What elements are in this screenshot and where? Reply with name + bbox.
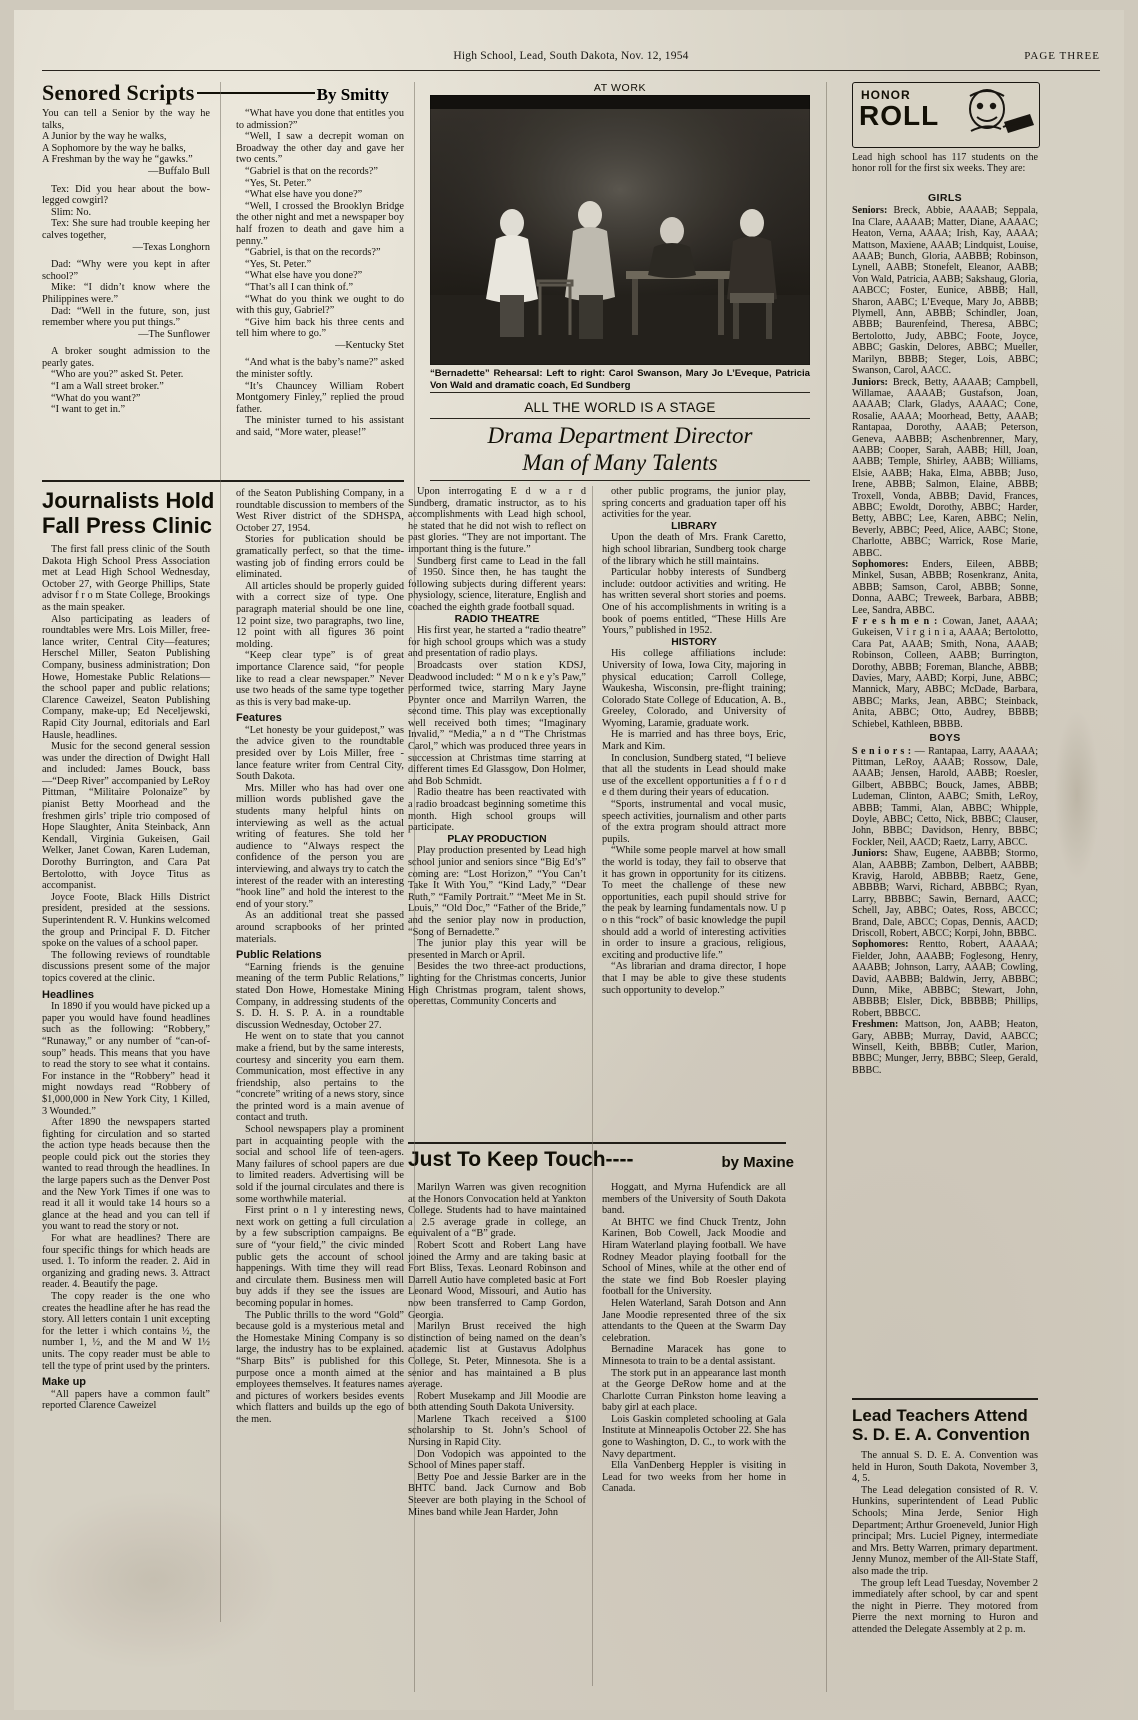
headlines-subhead: Headlines (42, 988, 94, 1001)
boys-seniors-list: — Rantapaa, Larry, AAAAA; Pittman, LeRoy, AAAB; Rossow, Dale, AAAB; Jensen, Harold, AABB; Roesler, Gilbert, ABBBC; Bouck, James, ABBB; Ludeman, Clinton, AABC; Smith, LeRoy, ABBB; Tammi, Alan, ABBC; Whipple, Doyle, ABBC; Cetto, Nick, BBBC; Clauser, John, BBBC; Davidson, Henry, BBBC; Fockler, Neil, AACD; Raetz, Larry, ABCC. (852, 745, 1039, 848)
teachers-title (852, 1406, 1052, 1444)
radio-theatre-head: RADIO THEATRE (454, 613, 540, 625)
student-cartoon-icon (957, 87, 1035, 143)
teachers-title-line2: S. D. E. A. Convention (852, 1425, 1030, 1444)
journalists-col2: of the Seaton Publishing Company, in a roundtable discussion to members of the West River district of the SDHSPA, October 27, 1954. Stories for publication should be gramatically perfect, so that the time-wasting job of finding errors could be eliminated. All articles should be properly guided with a correct size of type. One paragraph material should be one line, 12 point size, two paragraphs, two line, 12 point with all figures 36 point molding. “Keep clear type” is of great importance Clarence said, “for people like to read a clear newspaper.” Never use two heads of the same type together as this is very bad make-up. Features “Let honesty be your guidepost,” was the advice given to the roundtable presided over by Lois Miller, free - lance feature writer from Central City, South Dakota. Mrs. Miller who has had over one million words published gave the students many helpful hints on interviewing as well as the actual writing of features. She told her audience to “Always respect the confidence of the person you are interviewing, and always try to catch the interest of the reader with an interesting “hook line” and hold the interest to the end of your story.” As an additional treat she passed around scrapbooks of her printed materials. Public Relations “Earning friends is the genuine meaning of the term Public Relations,” stated Don Howe, Homestake Mining Company, in addressing students of the S. D. H. S. P. A. in a roundtable discussion Wednesday, October 27. He went on to state that you cannot make a friend, but by the same interests, courtesy and sincerity you earn them. Communication, most effective in any friendship, also pertains to the “concrete” writing of a news story, since the printed word is a main avenue of contact and truth. School newspapers play a prominent part in acquainting people with the social and school life of teen-agers. Many failures of school papers are due to limited readers. Advertising will be sold if the journal circulates and there is some worthwhile material. First print o n l y interesting news, next work on getting a full circulation by a few subscription campaigns. Be sure of “your field,” the civic minded public gets the account of school happenings. With time they will read and circulate them. Business men will buy adds if they see the issues are becoming popular in homes. The Public thrills to the word “Gold” because gold is a mysterious metal and the Homestake Mining Company is so large, the industry has to be explained. “Sharp Bits” is published for this purpose once a month aimed at the employees themselves. It features names and pictures of workers besides events which flatters and builds up the ego of the men. (236, 488, 404, 1425)
drama-col1: Upon interrogating E d w a r d Sundberg, dramatic instructor, as to his accomplishments with Lead high school, he stated that he did not wish to reflect on past glories. “They are not important. The important thing is the future.” Sundberg first came to Lead in the fall of 1950. Since then, he has taught the following subjects during different years: physiology, science, literature, English and coached the eighth grade football squad. RADIO THEATRE His first year, he started a “radio theatre” for high school groups which was a study and presentation of radio plays. Broadcasts over station KDSJ, Deadwood included: “ M o n k e y’s Paw,” performed twice, starring Mary Jayne Poynter once and Marrilyn Warren, the second time. This play was exceptionally well received both times; “Imaginary Invalid,” “Media,” a n d “The Christmas Carol,” which was produced three years in succession at Christmas time starring at different times Ed Glassgow, Don Holmer, and Bob Schmidt. Radio theatre has been reactivated with a radio broadcast beginning sometime this month. High school groups will participate. PLAY PRODUCTION Play production presented by Lead high school junior and seniors since “Big Ed’s” coming are: “Lost Horizon,” “You Can’t Take It With You,” “Kind Lady,” “Dear Ruth,” “Family Portrait.” “Meet Me in St. Louis,” “Old Doc,” “Father of the Bride,” and the senior play now in production, “Song of Bernadette.” The junior play this year will be presented in March or April. Besides the two three-act productions, lighting for the Christmas concerts, Junior High Christmas program, talent shows, operettas, Community Concerts and (408, 486, 586, 1008)
photo-kicker: AT WORK (593, 82, 647, 94)
title-dash (197, 92, 315, 94)
drama-title (430, 422, 810, 476)
drama-rule-top (430, 392, 810, 393)
column-rule-2 (414, 82, 415, 1692)
column-rule-4 (826, 82, 827, 1692)
boys-juniors-list: Shaw, Eugene, AABBB; Stormo, Alan, AABBB; Zambon, Delbert, AABBB; Kravig, Harold, ABBBB; Raetz, Gene, ABBBB; Warvi, Richard, ABBBC; Ryan, Larry, BBBBC; Sawin, Bernard, AACC; Schell, Jay, ABBC; Oates, Ross, ABCCC; Brand, Dale, ABCC; Copas, Dennis, AACD; Driscoll, Robert, ABCC; Korpi, John, BBBC. (852, 848, 1038, 939)
maxine-rule (408, 1142, 786, 1144)
maxine-col1: Marilyn Warren was given recognition at the Honors Convocation held at Yankton College. Students had to have maintained a 2.5 average grade in college, an equivalent of a “B” grade. Robert Scott and Robert Lang have joined the Army and are taking basic at Fort Bliss, Texas. Leonard Robinson and Darrell Autio have completed basic at Fort Leonard Wood, Missouri, and Autio has now been transferred to Camp Gordon, Georgia. Marilyn Brust received the high distinction of being named on the dean’s academic list at Gustavus Adolphus College, St. Peter, Minnesota. She is a senior and has maintained a B plus average. Robert Musekamp and Jill Moodie are both attending South Dakota University. Marlene Tkach received a $100 scholarship to St. John’s School of Nursing in Rapid City. Don Vodopich was appointed to the School of Mines paper staff. Betty Poe and Jessie Barker are in the BHTC band. Jack Curnow and Bob Steever are both playing in the School of Mines band while Jean Harder, John (408, 1182, 586, 1518)
girls-freshmen-label: F r e s h m e n : (852, 616, 938, 628)
masthead-rule (42, 70, 1100, 71)
girls-seniors-list: Breck, Abbie, AAAAB; Seppala, Ina Clare, AAAAB; Matter, Diane, AAAAC; Heaton, Verna, AAAA; Irish, Kay, AAAA; Mattson, Maxiene, AAAB; Lindquist, Louise, AAAB; Bunch, Gloria, AABBB; Robinson, Lynell, AABB; Stonefelt, Eleanor, AABB; Von Wald, Patricia, AABB; Sakshaug, Gloria, AABCC; Foster, Eunice, ABBB; Hall, Sharon, AABC; L’Eveque, Mary Jo, ABBB; Plymell, Ann, ABBB; Schindler, Joan, ABBB; Baurenfeind, Theresa, ABBC; Bertolotto, Judy, ABBC; Foote, Joyce, ABBC; Gaskin, Delores, ABBC; Mueller, Marilyn, BBBB; Steger, Lois, ABBC; Swanson, Carol, AACC. (852, 205, 1038, 377)
boys-head: BOYS (929, 732, 961, 745)
maxine-col2: Hoggatt, and Myrna Hufendick are all members of the University of South Dakota band. At BHTC we find Chuck Trentz, John Karinen, Bob Cowell, Jack Moodie and Hiram Waterland playing football. We have Rodney Meador playing football for the School of Mines, while at the other end of the state we find Bob Roesler playing football for the University. Helen Waterland, Sarah Dotson and Ann Jane Moodie represented three of the six attendants to the Queen at the Swarm Day celebration. Bernadine Maracek has gone to Minnesota to train to be a dental assistant. The stork put in an appearance last month at the George DeRow home and at the Charlotte Curran Pinkston home leaving a baby girl at each place. Lois Gaskin completed schooling at Gala Institute at Minneapolis October 22. She has gone to Washington, D. C., to work with the Navy department. Ella VanDenberg Heppler is visiting in Lead for two weeks from her home in Canada. (602, 1182, 786, 1495)
history-head: HISTORY (671, 636, 717, 648)
journalists-title (42, 488, 242, 538)
features-subhead: Features (236, 712, 282, 725)
boys-seniors-label: S e n i o r s : (852, 745, 912, 757)
drama-kicker: ALL THE WORLD IS A STAGE (524, 400, 716, 415)
boys-freshmen-list: Mattson, Jon, AABB; Heaton, Gary, ABBB; Murray, David, AABCC; Winsell, Keith, BBBB; Cutler, Marion, BBBC; Munger, Jerry, BBBC; Sleep, Gerald, BBBC. (852, 1019, 1039, 1076)
honor-roll-intro (852, 152, 1038, 175)
honor-roll-word-roll: ROLL (859, 100, 940, 131)
girls-juniors-label: Juniors: (852, 376, 888, 388)
teachers-title-line1: Lead Teachers Attend (852, 1406, 1028, 1425)
girls-sophomores-label: Sophomores: (852, 559, 909, 570)
makeup-subhead: Make up (42, 1376, 87, 1389)
honor-roll-girls (852, 190, 1038, 1076)
boys-freshmen-label: Freshmen: (852, 1019, 899, 1031)
journalists-rule (42, 480, 404, 482)
column-rule-1 (220, 82, 221, 1622)
boys-sophomores-label: Sophomores: (852, 939, 909, 951)
girls-freshmen-list: Cowan, Janet, AAAA; Gukeisen, V i r g i n i a, AAAA; Bertolotto, Cara Pat, AAAB; Smith, Nona, AAAB; Robinson, Colleen, AABB; Burrington, Dorothy, ABBB; Foreman, Blanche, ABBB; Davies, Mary, AABD; Korpi, June, ABBC; Mannick, Mary, ABBC; McDade, Barbara, ABBC; Marks, Jean, ABBC; Steinback, Anita, ABBC; Otto, Audrey, BBBB; Schiebel, Kathleen, BBBB. (852, 616, 1038, 730)
drama-title-line2: Man of Many Talents (522, 450, 718, 475)
paper-stain-2 (24, 1490, 284, 1670)
senored-scripts-byline: By Smitty (316, 85, 389, 104)
honor-roll-banner (852, 82, 1040, 148)
drama-rule-bottom (430, 480, 810, 481)
drama-title-line1: Drama Department Director (487, 423, 753, 448)
girls-juniors-list: Breck, Betty, AAAAB; Campbell, Willamae, AAAAB; Gustafson, Joan, AAAAB; Clark, Gladys, AAAAC; Cone, Rosalie, AAAA; Moorhead, Betty, AAAB; Rantapaa, Dorothy, AAAB; Peterson, Geneva, AABBB; Aschenbrenner, Mary, AABB; Cooper, Sarah, AABB; Hill, Joan, AABB; Temple, Shirley, AABB; Williams, Elsie, AABB; Haka, Elma, ABBB; Juso, Irene, ABBB; Salmon, Elaine, ABBB; Troxell, Vonda, ABBB; David, Frances, ABBC; Ewoldt, Dorothy, ABBC; Harder, Betty, ABBC; Lee, Karen, ABBC; Nelin, Beverly, ABBC; Peed, Alice, AABC; Stone, Charlotte, ABBC; Warrick, Rose Marie, ABBC. (852, 376, 1038, 559)
page-number: PAGE THREE (1024, 50, 1100, 62)
senored-col1: You can tell a Senior by the way he talks, A Junior by the way he walks, A Sophomore by the way he balks, A Freshman by the way he “gawks.” —Buffalo Bull Tex: Did you hear about the bow-legged cowgirl? Slim: No. Tex: She sure had trouble keeping her calves together, —Texas Longhorn Dad: “Why were you kept in after school?” Mike: “I didn’t know where the Philippines were.” Dad: “Well in the future, son, just remember where you put things.” —The Sunflower A broker sought admission to the pearly gates. “Who are you?” asked St. Peter. “I am a Wall street broker.” “What do you want?” “I want to get in.” (42, 108, 210, 416)
boys-sophomores-list: Rentto, Robert, AAAAA; Fielder, John, AAABB; Foglesong, Henry, AAABB; Johnson, Larry, AAAB; Cowling, David, AABBB; Baldwin, Jerry, ABBBC; Dunn, Mike, ABBBC; Stewart, John, ABBBB; Elsler, Dick, BBBBB; Phillips, Robert, BBBCC. (852, 939, 1038, 1019)
play-production-head: PLAY PRODUCTION (447, 833, 547, 845)
journalists-title-line2: Fall Press Clinic (42, 513, 212, 538)
column-rule-3 (592, 486, 593, 1686)
honor-roll-word-honor: HONOR (861, 88, 911, 102)
maxine-byline: by Maxine (721, 1154, 794, 1171)
drama-rule-mid (430, 418, 810, 419)
rehearsal-photo (430, 95, 810, 365)
library-head: LIBRARY (671, 520, 717, 532)
maxine-title: Just To Keep Touch---- (408, 1148, 634, 1171)
senored-col2: “What have you done that entitles you to admission?” “Well, I saw a decrepit woman on Broadway the other day and gave her two cents.” “Gabriel is that on the records?” “Yes, St. Peter.” “What else have you done?” “Well, I crossed the Brooklyn Bridge the other night and met a newspaper boy half frozen to death and gave him a penny.” “Gabriel, is that on the records?” “Yes, St. Peter.” “What else have you done?” “That’s all I can think of.” “What do you think we ought to do with this guy, Gabriel?” “Give him back his three cents and tell him where to go.” —Kentucky Stet “And what is the baby’s name?” asked the minister softly. “It’s Chauncey William Robert Montgomery Finley,” replied the proud father. The minister turned to his assistant and said, “More water, please!” (236, 108, 404, 439)
journalists-title-line1: Journalists Hold (42, 488, 215, 513)
senored-scripts-title: Senored Scripts (42, 80, 195, 105)
girls-sophomores-list: Enders, Eileen, ABBB; Minkel, Susan, ABBB; Rosenkranz, Anita, ABBB; Samson, Carol, ABBB; Sonne, Donna, AABC; Treweek, Barbara, ABBB; Lee, Sandra, ABBC. (852, 559, 1039, 616)
teachers-body: The annual S. D. E. A. Convention was held in Huron, South Dakota, November 3, 4, 5. The Lead delegation consisted of R. V. Hunkins, superintendent of Lead Public Schools; Mina Jerde, Senior High Department; Arthur Groeneveld, Junior High principal; Mrs. Luciel Pigney, intermediate and Mrs. Betty Warren, primary department. Jenny Munoz, member of the All-State Staff, also made the trip. The group left Lead Tuesday, November 2 immediately after school, by car and spent the night in Pierre. They motored from Pierre the next morning to Huron and attended the Delegate Assembly at 2 p. m. (852, 1450, 1038, 1635)
senored-scripts-header (42, 80, 402, 106)
newsprint-sheet (14, 10, 1124, 1710)
drama-col2: other public programs, the junior play, spring concerts and graduation taper off his activities for the year. LIBRARY Upon the death of Mrs. Frank Caretto, high school librarian, Sundberg took charge of the library which he still maintains. Particular hobby interests of Sundberg include: outdoor activities and writing. He has written several short stories and poems. One of his accomplishments in writing is a book of poems entitled, “These Hills Are Yours,” published in 1952. HISTORY His college affiliations include: University of Iowa, Iowa City, majoring in physical education; Carroll College, Waukesha, Wisconsin, pre-flight training; Colorado State College of Education, A. B., Greeley, Colorado, and University of Wyoming, Laramie, graduate work. He is married and has three boys, Eric, Mark and Kim. In conclusion, Sundberg stated, “I believe that all the students in Lead should make use of the excellent opportunities a f f o r d e d them during their years of education. “Sports, instrumental and vocal music, speech activities, journalism and other parts of the extra program should attract more pupils. “While some people marvel at how small the world is today, they fail to observe that it has grown in opportunity for its citizens. To meet the challenge of these new opportunities, each pupil should strive for the peak by learning fundamentals now. U p o n this “rock” of basic knowledge the pupil should add a world of interesting activities in order to insure a gracious, religious, exciting and productive life.” “As librarian and drama director, I hope that I may be able to give these students such opportunity to develop.” (602, 486, 786, 996)
girls-head: GIRLS (927, 192, 963, 204)
masthead (42, 50, 1100, 62)
boys-juniors-label: Juniors: (852, 848, 888, 860)
paper-stain-1 (1054, 710, 1100, 880)
photo-caption: “Bernadette” Rehearsal: Left to right: Carol Swanson, Mary Jo L’Eveque, Patricia Von Wald and dramatic coach, Ed Sundberg (430, 368, 810, 391)
teachers-rule (852, 1398, 1038, 1400)
masthead-center: High School, Lead, South Dakota, Nov. 12, 1954 (453, 50, 689, 62)
honor-roll-intro-text: Lead high school has 117 students on the honor roll for the first six weeks. They are: (852, 152, 1038, 175)
journalists-col1: The first fall press clinic of the South Dakota High School Press Association met at Lead High School Wednesday, October 27, with George Phillips, State advisor f r o m State College, Brookings as the main speaker. Also participating as leaders of roundtables were Mrs. Lois Miller, free-lance writer, Central City—features; Herschel Miller, Seaton Publishing Company, business administration; Don Howe, Homestake Public Relations—the school paper and public relations; Clarence Caweizel, Seaton Publishing Company, make-up; Ed Neceljewski, Rapid City Journal, editorials and Earl Hausle, headlines. Music for the second general session was under the direction of Dwight Hall and included: James Bouck, bass—“Deep River” accompanied by LeRoy Pittman, “Militaire Polonaize” by pianist Betty Moorhead and the freshmen girls’ triple trio composed of Hope Slaughter, Anita Steinback, Ann Kendall, Virginia Gukeisen, Gail Welker, Janet Cowan, Karen Ludeman, Dorothy Burrington, and Cara Pat Bertolotto, with Joyce Titus as accompanist. Joyce Foote, Black Hills District president, presided at the sessions. Superintendent R. V. Hunkins welcomed the group and Principal F. D. Fitcher spoke on the values of a school paper. The following reviews of roundtable discussions present some of the major topics covered at the clinic. Headlines In 1890 if you would have picked up a paper you would have found headlines such as the following: “Robbery,” “Runaway,” or any number of “can-of-soup” heads. This means that you have to read the story to see what it contains. For instance in the “Robbery” head it might nowdays read “Robbery of $1,000,000 in New York City, 1 Killed, 3 Wounded.” After 1890 the newspapers started fighting for circulation and so started the action type heads because then the people could pick out the stories they wanted to read through the headlines. In the large papers such as the Denver Post and the New York Times if one was to read it all it would take 14 hours so a glance at the head and you can tell if you want to read the story or not. For what are headlines? There are four specific things for which heads are used. 1. To inform the reader. 2. Aid in organizing and grading news. 3. Attract reader. 4. Beautify the page. The copy reader is the one who creates the headline after he has read the story. All letters contain 1 unit excepting for the letter i which contains ½, the number 1, ½, and the M and W 1½ units. The copy reader must be able to tell the type of print used by the printers. Make up “All papers have a common fault” reported Clarence Caweizel (42, 544, 210, 1412)
girls-seniors-label: Seniors: (852, 205, 888, 217)
photo-scene (430, 95, 810, 365)
public-relations-subhead: Public Relations (236, 949, 322, 962)
